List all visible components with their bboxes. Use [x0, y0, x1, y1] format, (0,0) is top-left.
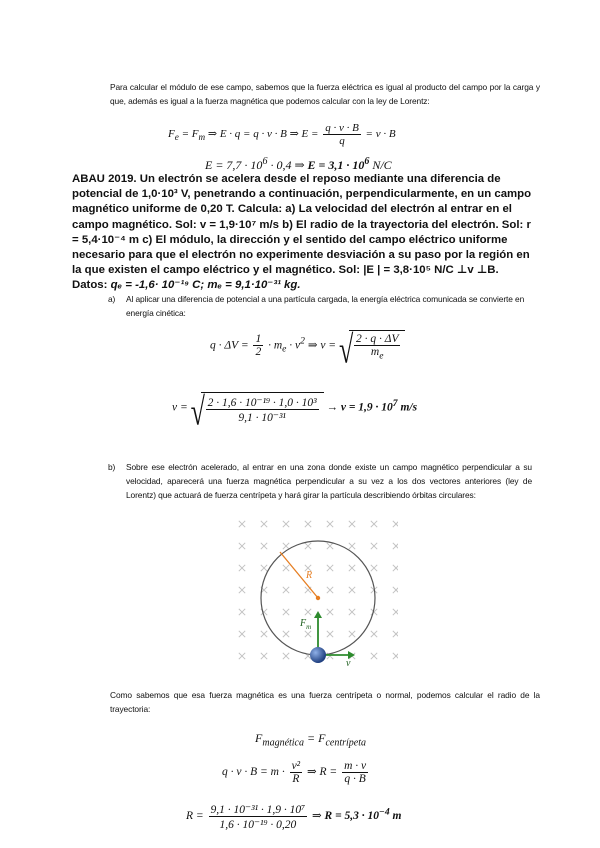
- eq1-equals: = F: [178, 128, 199, 141]
- item-a: [108, 292, 532, 320]
- eq1-arrow-2: ⇒: [286, 128, 302, 141]
- eq4-sqrt-num: 2 · 1,6 · 10⁻¹⁹ · 1,0 · 10³: [207, 397, 317, 409]
- eq3-mid: · m: [265, 339, 283, 352]
- eq6-rfrac: [342, 760, 368, 785]
- eq3-lhs: q · ΔV =: [210, 339, 252, 352]
- eq4-result: v = 1,9 · 10: [340, 401, 393, 414]
- eq4-arrow: →: [323, 401, 341, 414]
- eq4-unit: m/s: [397, 401, 418, 414]
- eq3-arrow: ⇒: [304, 339, 321, 352]
- eq1-frac-num: q · v · B: [325, 122, 359, 134]
- eq3-mid-sub: e: [282, 343, 287, 355]
- eq6-frac-den: R: [292, 773, 300, 785]
- eq1-middle: E · q = q · v · B: [219, 128, 287, 141]
- eq3-half-den: 2: [255, 346, 262, 359]
- intro-paragraph: Para calcular el módulo de ese campo, sabemos que la fuerza eléctrica es igual al producto del campo por la carga y que, además es igual a la fuerza magnética que podemos calcular con la ley de Lorentz:: [110, 82, 540, 106]
- eq6-rfrac-den: q · B: [344, 773, 366, 785]
- eq1-arrow-1: ⇒: [205, 128, 220, 141]
- eq4-sqrt-den: 9,1 · 10⁻³¹: [238, 412, 286, 424]
- item-b-label: b): [108, 462, 116, 472]
- abau-problem-statement: [72, 172, 532, 294]
- eq1-sub-m: m: [198, 132, 206, 143]
- equation-energy: [210, 328, 405, 372]
- eq2-lhs-exp: 6: [262, 156, 268, 167]
- eq1-sub-e: e: [174, 132, 179, 143]
- eq1-rhs-start: E =: [301, 128, 322, 141]
- eq4-v-eq: v =: [172, 401, 191, 414]
- eq7-unit: m: [389, 810, 402, 823]
- eq6-arrow: ⇒: [304, 766, 320, 779]
- eq2-result: E = 3,1 · 10: [307, 158, 365, 172]
- equation-radius-formula: [222, 760, 370, 785]
- eq2-lhs: E = 7,7 · 10: [205, 158, 263, 172]
- eq7-arrow: ⇒: [309, 810, 325, 823]
- electron: [310, 647, 326, 663]
- eq2-unit: N/C: [369, 158, 392, 172]
- eq7-result-exp: −4: [379, 806, 390, 818]
- eq6-rfrac-num: m · v: [344, 760, 367, 772]
- eq7-frac-num: 9,1 · 10⁻³¹ · 1,9 · 10⁷: [210, 804, 306, 816]
- eq3-half: [253, 333, 263, 358]
- magnetic-field-diagram: [228, 512, 398, 672]
- eq5-mid: = F: [304, 731, 326, 745]
- eq2-result-exp: 6: [364, 156, 370, 167]
- eq7-frac-den: 1,6 · 10⁻¹⁹ · 0,20: [219, 819, 297, 831]
- eq6-frac-num: v²: [291, 760, 301, 772]
- radius-label: R: [306, 570, 313, 581]
- eq4-sqrt: √ $\frac{\text{2 · 1,6 · 10⁻¹⁹ · 1,0 · 10³}}{\text{9,1 · 10⁻³¹}}$: [191, 392, 324, 424]
- eq3-mid2-exp: 2: [300, 335, 305, 347]
- eq3-mid2: · v: [286, 339, 301, 352]
- eq3-v-eq: v =: [320, 339, 339, 352]
- eq7-result: R = 5,3 · 10: [324, 810, 380, 823]
- center-point: [316, 596, 320, 600]
- eq7-lhs: R =: [186, 810, 207, 823]
- eq1-rhs-end: = v · B: [362, 128, 396, 141]
- eq5-left-sub: magnética: [262, 737, 304, 749]
- conclusion-paragraph: Como sabemos que esa fuerza magnética es una fuerza centrípeta o normal, podemos calcular el radio de la trayectoria:: [110, 690, 540, 714]
- eq3-sqrt: √ $\frac{2 \cdot q \cdot \Delta V}{m_e}$: [339, 330, 406, 361]
- eq4-result-exp: 7: [392, 397, 398, 409]
- velocity-label: v: [346, 658, 351, 669]
- item-b-text: Sobre ese electrón acelerado, al entrar en una zona donde existe un campo magnético perpendicular a su velocidad, aparecerá una fuerza magnética perpendicular a su vez a los dos vectores anteriores (ley de Lorentz) que actuará de fuerza centrípeta y hará girar la partícula describiendo órbitas circulares:: [126, 462, 532, 500]
- eq3-sqrt-den: $m_e$: [370, 346, 384, 362]
- eq6-rhs: R =: [319, 766, 341, 779]
- item-a-label: a): [108, 294, 116, 304]
- eq6-lhs: q · v · B = m ·: [222, 766, 288, 779]
- eq2-mid: · 0,4: [267, 158, 295, 172]
- eq1-frac-den: q: [339, 135, 345, 147]
- item-b: [108, 460, 532, 502]
- eq2-arrow: ⇒: [294, 158, 308, 172]
- eq1-lhs: F: [168, 128, 175, 141]
- abau-text: ABAU 2019. Un electrón se acelera desde el reposo mediante una diferencia de potencial de 1,0·10³ V, penetrando a continuación, perpendicularmente, en un campo magnético uniforme de 0,20 T. Calcula: a) La velocidad del electrón al entrar en el campo magnético. Sol: v = 1,9·10⁷ m/s b) El radio de la trayectoria del electrón. Sol: r = 5,4·10⁻⁴ m c) El módulo, la dirección y el sentido del campo eléctrico uniforme necesario para que el electrón no experimente desviación a su paso por la región en la que existen el campo eléctrico y el magnético. Sol: |E | = 3,8·10⁵ N/C ⊥v ⊥B. Datos:: [72, 173, 532, 292]
- eq7-frac: [209, 802, 308, 831]
- abau-data: qₑ = -1,6· 10⁻¹⁹ C; mₑ = 9,1·10⁻³¹ kg.: [110, 279, 301, 292]
- diagram-svg: [228, 512, 398, 672]
- equation-velocity: [172, 390, 418, 434]
- eq3-half-num: 1: [255, 333, 262, 346]
- eq5-right-sub: centrípeta: [325, 737, 366, 749]
- force-label: $F_m$: [300, 618, 312, 631]
- equation-force-balance: [255, 731, 366, 748]
- radius-line: [280, 552, 318, 598]
- equation-lorentz-electric: [168, 122, 396, 147]
- magnetic-force-arrowhead: [314, 611, 322, 618]
- equation-e-result: [205, 156, 392, 173]
- eq6-frac: [290, 760, 303, 785]
- eq1-fraction: [323, 122, 361, 147]
- eq3-sqrt-num: 2 · q · ΔV: [355, 333, 399, 345]
- eq5-left: F: [255, 731, 263, 745]
- equation-radius-result: [186, 802, 401, 831]
- item-a-text: Al aplicar una diferencia de potencial a una partícula cargada, la energía eléctrica comunicada se convierte en energía cinética:: [126, 294, 525, 318]
